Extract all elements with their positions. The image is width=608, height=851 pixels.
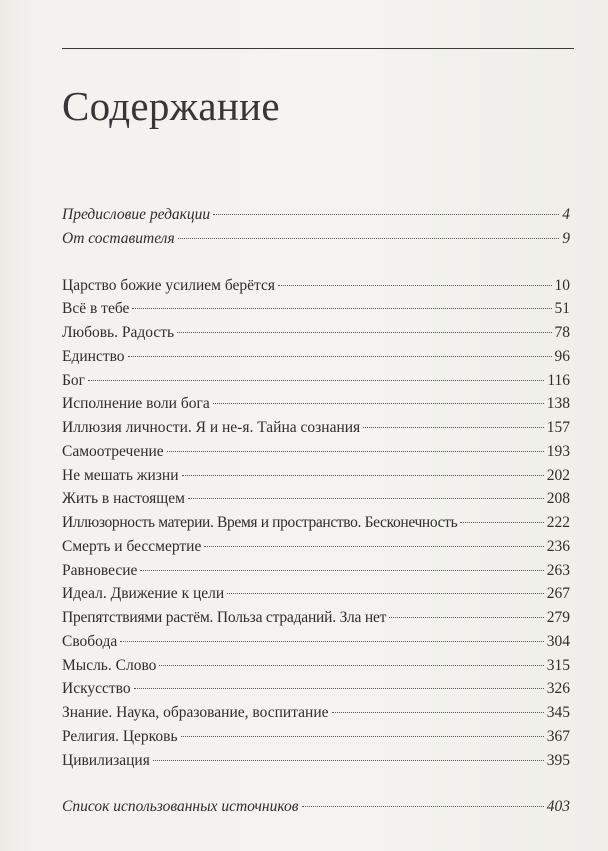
dot-leader: [178, 238, 560, 239]
toc-entry-label: Религия. Церковь: [62, 728, 178, 745]
toc-entry-label: Идеал. Движение к цели: [62, 585, 225, 602]
toc-entry-label: Знание. Наука, образование, воспитание: [62, 704, 329, 721]
dot-leader: [132, 308, 551, 309]
toc-entry-label: Самоотречение: [62, 443, 164, 460]
dot-leader: [278, 285, 551, 286]
toc-entry-page: 263: [546, 562, 570, 579]
dot-leader: [204, 546, 543, 547]
toc-entry-label: От составителя: [62, 230, 175, 247]
toc-entry: [62, 393, 570, 415]
toc-entry-page: 116: [547, 372, 570, 389]
toc-entry-label: Единство: [62, 348, 125, 365]
toc-entry-label: Свобода: [62, 633, 118, 650]
toc-entry-label: Иллюзорность материи. Время и пространство. Бесконечность: [62, 514, 458, 531]
toc-entry: [62, 488, 570, 510]
toc-entry: [62, 441, 570, 463]
toc-entry-label: Иллюзия личности. Я и не-я. Тайна сознания: [62, 419, 361, 436]
toc-entry: [62, 346, 570, 368]
toc-entry-page: 345: [546, 704, 570, 721]
dot-leader: [128, 356, 552, 357]
toc-entry-page: 279: [546, 609, 570, 626]
dot-leader: [302, 806, 544, 807]
toc-entry: [62, 465, 570, 487]
dot-leader: [213, 403, 544, 404]
dot-leader: [181, 736, 544, 737]
toc-entry-page: 157: [546, 419, 570, 436]
dot-leader: [182, 475, 544, 476]
toc-entry: [62, 417, 570, 439]
dot-leader: [88, 380, 544, 381]
toc-entry-page: 267: [546, 585, 570, 602]
toc-entry-page: 78: [554, 324, 570, 341]
dot-leader: [134, 688, 544, 689]
toc-entry-page: 236: [546, 538, 570, 555]
toc-entry-page: 9: [562, 230, 570, 247]
toc-entry-page: 96: [554, 348, 570, 365]
toc-entry-label: Искусство: [62, 680, 131, 697]
toc-entry: [62, 560, 570, 582]
toc-entry-page: 138: [546, 395, 570, 412]
toc-entry-page: 10: [554, 277, 570, 294]
dot-leader: [167, 451, 544, 452]
dot-leader: [460, 522, 543, 523]
dot-leader: [153, 760, 544, 761]
toc-entry: [62, 750, 570, 772]
toc-entry-back-1: [62, 796, 570, 818]
toc-entry: [62, 298, 570, 320]
toc-entry-label: Царство божие усилием берётся: [62, 277, 276, 294]
toc-entry-label: Равновесие: [62, 562, 138, 579]
toc-entry-front-1: [62, 204, 570, 226]
toc-entry-label: Предисловие редакции: [62, 206, 211, 223]
toc-entry-page: 395: [546, 752, 570, 769]
toc-entry-label: Любовь. Радость: [62, 324, 175, 341]
toc-entry-page: 4: [562, 206, 570, 223]
dot-leader: [120, 641, 543, 642]
toc-entry-page: 222: [546, 514, 570, 531]
toc-entry-label: Всё в тебе: [62, 300, 130, 317]
toc-entry: [62, 631, 570, 653]
dot-leader: [159, 665, 543, 666]
top-rule: [62, 48, 574, 49]
toc-entry: [62, 322, 570, 344]
dot-leader: [213, 214, 559, 215]
dot-leader: [389, 617, 544, 618]
toc-entry-label: Исполнение воли бога: [62, 395, 210, 412]
toc-entry: [62, 370, 570, 392]
toc-entry-page: 403: [546, 798, 570, 815]
toc-entry-label: Список использованных источников: [62, 798, 299, 815]
dot-leader: [363, 427, 544, 428]
toc-entry: [62, 512, 570, 534]
toc-entry-page: 315: [546, 657, 570, 674]
toc-entry: [62, 583, 570, 605]
dot-leader: [140, 570, 543, 571]
toc-entry: [62, 726, 570, 748]
toc-entry-label: Не мешать жизни: [62, 467, 179, 484]
toc-entry: [62, 607, 570, 629]
toc-entry: [62, 678, 570, 700]
dot-leader: [188, 498, 544, 499]
toc-entry: [62, 275, 570, 297]
toc-entry-front-2: [62, 228, 570, 250]
toc-entry-label: Мысль. Слово: [62, 657, 157, 674]
toc-entry-label: Цивилизация: [62, 752, 150, 769]
toc-entry: [62, 702, 570, 724]
toc-entry-page: 326: [546, 680, 570, 697]
dot-leader: [332, 712, 544, 713]
dot-leader: [177, 332, 551, 333]
toc-entry: [62, 536, 570, 558]
toc-entry-page: 51: [554, 300, 570, 317]
dot-leader: [227, 593, 544, 594]
toc-entry-label: Бог: [62, 372, 86, 389]
toc-entry-page: 208: [546, 490, 570, 507]
toc-entry-page: 202: [546, 467, 570, 484]
toc-entry-label: Жить в настоящем: [62, 490, 185, 507]
toc-entry-page: 304: [546, 633, 570, 650]
page-title: Содержание: [62, 83, 280, 129]
toc-entry-label: Смерть и бессмертие: [62, 538, 202, 555]
toc-entry-label: Препятствиями растём. Польза страданий. Зла нет: [62, 609, 387, 626]
toc-entry-page: 367: [546, 728, 570, 745]
toc-entry-page: 193: [546, 443, 570, 460]
toc-entry: [62, 655, 570, 677]
